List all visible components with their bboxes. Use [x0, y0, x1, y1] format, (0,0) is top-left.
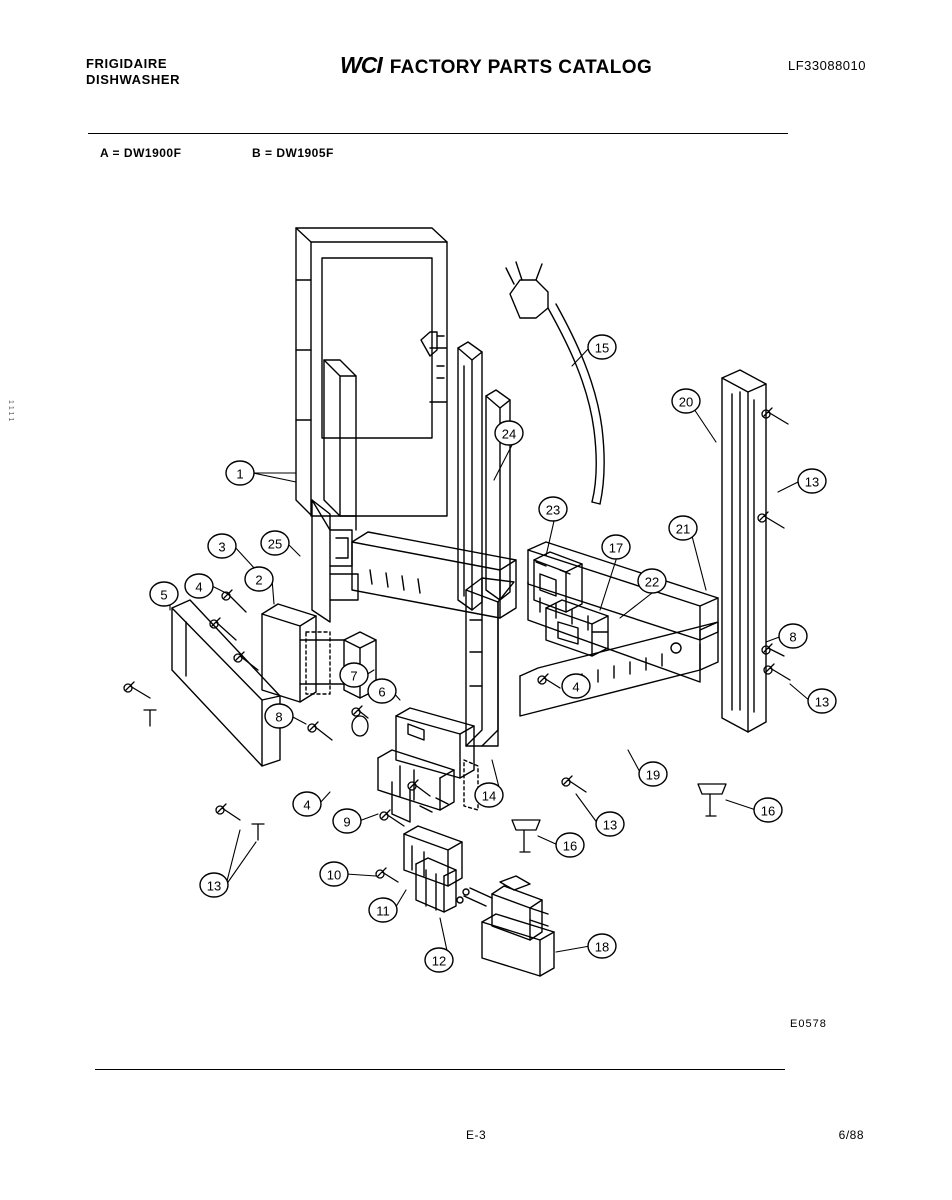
callout-label: 24	[501, 426, 517, 442]
callout-label: 1	[236, 466, 244, 482]
callout-4	[293, 792, 321, 816]
catalog-title	[340, 52, 652, 79]
callout-24	[495, 421, 523, 445]
callout-label: 25	[267, 536, 283, 552]
callout-label: 8	[789, 629, 797, 645]
callout-label: 11	[376, 903, 390, 919]
callout-9	[333, 809, 361, 833]
callout-label: 16	[562, 838, 578, 854]
callout-13	[200, 873, 228, 897]
callout-21	[669, 516, 697, 540]
callout-label: 12	[431, 953, 447, 969]
brand-block	[86, 56, 180, 88]
tub-assembly	[296, 228, 447, 516]
lower-left-rail	[172, 600, 283, 766]
callout-label: 16	[760, 803, 776, 819]
model-a-label: A = DW1900F	[100, 146, 182, 160]
callout-14	[475, 783, 503, 807]
callout-label: 13	[814, 694, 830, 710]
document-number: LF33088010	[787, 58, 866, 73]
callout-label: 4	[195, 579, 203, 595]
callout-label: 21	[675, 521, 691, 537]
callout-12	[425, 948, 453, 972]
callout-label: 13	[206, 878, 222, 894]
vertical-rails	[458, 342, 510, 610]
callout-label: 2	[255, 572, 263, 588]
left-bracket	[262, 604, 344, 702]
callout-5	[150, 582, 178, 606]
callout-label: 3	[218, 539, 226, 555]
callout-16	[556, 833, 584, 857]
callout-10	[320, 862, 348, 886]
motor-bracket	[534, 552, 608, 656]
callout-16	[754, 798, 782, 822]
callout-1	[226, 461, 254, 485]
fasteners	[124, 408, 790, 882]
callout-label: 15	[594, 340, 610, 356]
edge-registration-marks: 1 1 1 1	[7, 400, 14, 422]
callout-label: 19	[645, 767, 661, 783]
callout-label: 4	[572, 679, 580, 695]
callout-label: 5	[160, 587, 168, 603]
callout-2	[245, 567, 273, 591]
callout-22	[638, 569, 666, 593]
callout-17	[602, 535, 630, 559]
callout-label: 8	[275, 709, 283, 725]
callout-label: 6	[378, 684, 386, 700]
callout-13	[798, 469, 826, 493]
power-cord	[506, 262, 604, 504]
callout-8	[779, 624, 807, 648]
callout-label: 14	[481, 788, 497, 804]
callout-label: 9	[343, 814, 351, 830]
product-category: DISHWASHER	[86, 72, 181, 87]
callout-18	[588, 934, 616, 958]
model-b-label: B = DW1905F	[252, 146, 334, 160]
callout-15	[588, 335, 616, 359]
page-number: E-3	[466, 1128, 487, 1142]
callout-23	[539, 497, 567, 521]
leader-lines	[170, 347, 810, 960]
callout-6	[368, 679, 396, 703]
callout-label: 20	[678, 394, 694, 410]
callout-label: 7	[350, 668, 358, 684]
callout-label: 22	[644, 574, 660, 590]
print-date: 6/88	[838, 1128, 864, 1142]
catalog-title-text: FACTORY PARTS CATALOG	[389, 57, 653, 78]
brand-name: FRIGIDAIRE	[86, 56, 168, 71]
callout-4	[562, 674, 590, 698]
callout-label: 13	[602, 817, 618, 833]
figure-code: E0578	[790, 1018, 827, 1030]
callout-label: 17	[608, 540, 624, 556]
callout-13	[596, 812, 624, 836]
callout-25	[261, 531, 289, 555]
callout-19	[639, 762, 667, 786]
callout-8	[265, 704, 293, 728]
callout-label: 13	[804, 474, 820, 490]
exploded-parts-diagram	[0, 170, 952, 1030]
footer-divider	[95, 1069, 785, 1070]
callout-7	[340, 663, 368, 687]
wci-logo: WCI	[340, 52, 382, 78]
callout-label: 18	[594, 939, 610, 955]
header-divider	[88, 133, 788, 134]
right-side-panel	[722, 370, 766, 732]
heater-box	[378, 708, 478, 822]
right-base-rail	[520, 542, 718, 716]
callout-4	[185, 574, 213, 598]
callout-11	[369, 898, 397, 922]
callout-20	[672, 389, 700, 413]
callout-13	[808, 689, 836, 713]
callout-label: 23	[545, 502, 561, 518]
callout-label: 10	[326, 867, 342, 883]
callout-3	[208, 534, 236, 558]
callout-group	[150, 335, 836, 972]
callout-label: 4	[303, 797, 311, 813]
